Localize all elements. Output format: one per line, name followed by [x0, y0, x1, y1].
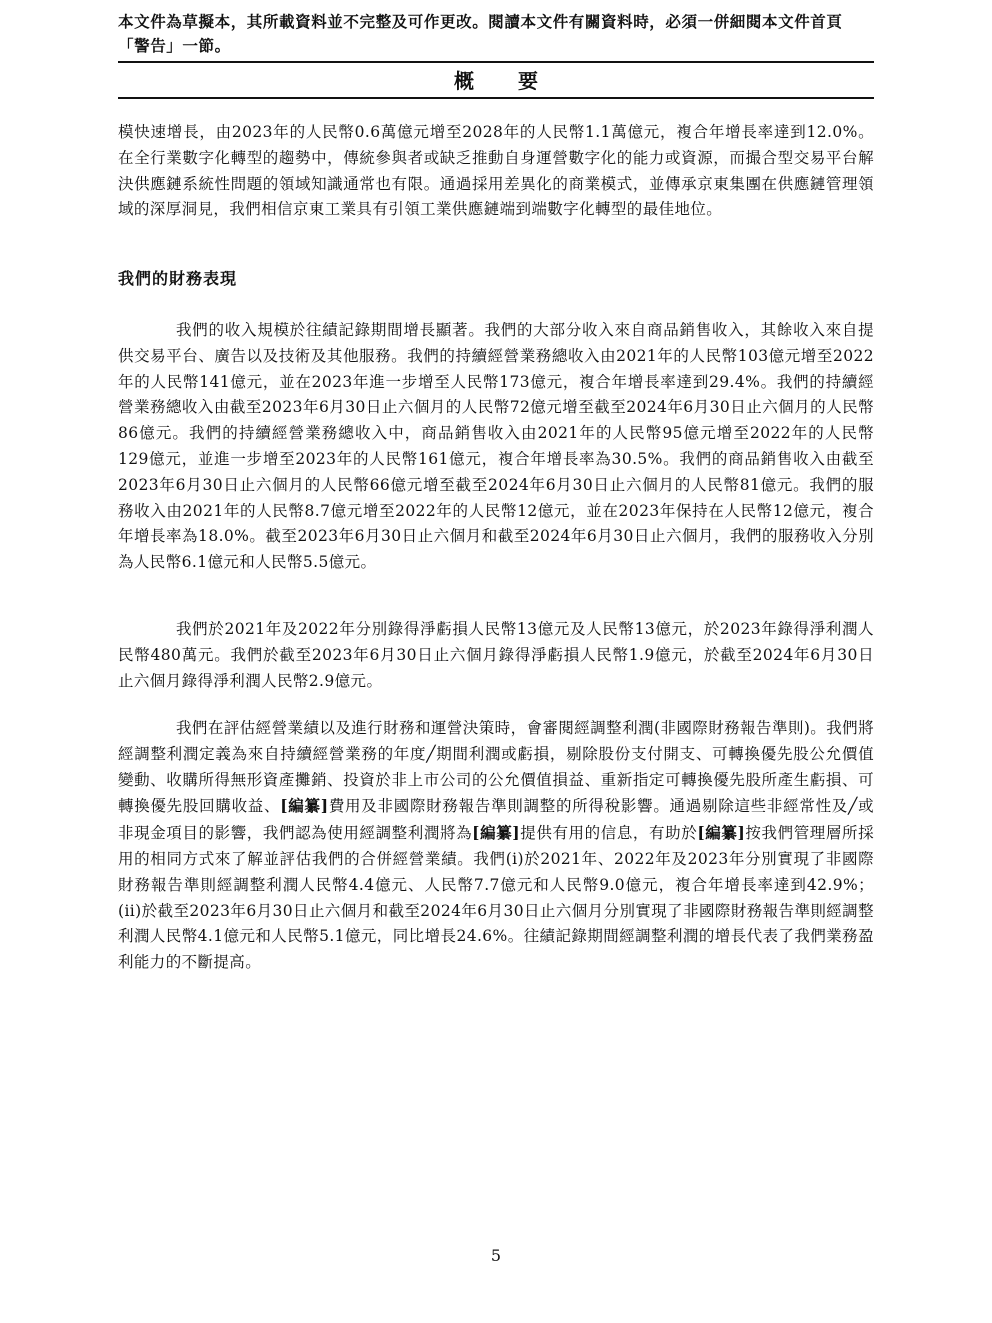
paragraph-text [118, 716, 874, 976]
body-paragraph-net-profit [118, 617, 874, 694]
redacted-marker: [編纂] [472, 823, 521, 843]
text-segment: 費用及非國際財務報告準則調整的所得稅影響。通過剔除這些非經常性及╱或非現金項目的影響，我們認為使用經調整利潤將為 [118, 797, 874, 843]
body-paragraph-adjusted-profit [118, 716, 874, 976]
subheading-financial-performance: 我們的財務表現 [118, 269, 238, 288]
body-paragraph-continued [118, 120, 874, 223]
redacted-marker: [編纂] [697, 823, 746, 843]
body-paragraph-revenue [118, 318, 874, 576]
paragraph-text: 我們於2021年及2022年分別錄得淨虧損人民幣13億元及人民幣13億元，於2023年錄得淨利潤人民幣480萬元。我們於截至2023年6月30日止六個月錄得淨虧損人民幣1.9億元，於截至2024年6月30日止六個月錄得淨利潤人民幣2.9億元。 [118, 620, 874, 690]
header-rule-bottom [118, 97, 874, 99]
text-segment: 我們在評估經營業績以及進行財務和運營決策時，會審閱經調整利潤(非國際財務報告準則)。我們將經調整利潤定義為來自持續經營業務的年度╱期間利潤或虧損，剔除股份支付開支、可轉換優先股公允價值變動、收購所得無形資產攤銷、投資於非上市公司的公允價值損益、重新指定可轉換優先股所產生虧損、可轉換優先股回購收益、 [118, 719, 874, 816]
draft-warning-notice: 本文件為草擬本，其所載資料並不完整及可作更改。閱讀本文件有關資料時，必須一併細閱本文件首頁「警告」一節。 [118, 12, 843, 55]
text-segment: 提供有用的信息，有助於 [520, 824, 698, 843]
paragraph-text: 模快速增長，由2023年的人民幣0.6萬億元增至2028年的人民幣1.1萬億元，複合年增長率達到12.0%。在全行業數字化轉型的趨勢中，傳統參與者或缺乏推動自身運營數字化的能力或資源，而撮合型交易平台解決供應鏈系統性問題的領域知識通常也有限。通過採用差異化的商業模式，並傳承京東集團在供應鏈管理領域的深厚洞見，我們相信京東工業具有引領工業供應鏈端到端數字化轉型的最佳地位。 [118, 123, 874, 219]
text-segment: 按我們管理層所採用的相同方式來了解並評估我們的合併經營業績。我們(i)於2021年、2022年及2023年分別實現了非國際財務報告準則經調整利潤人民幣4.4億元、人民幣7.7億元和人民幣9.0億元，複合年增長率達到42.9%；(ii)於截至2023年6月30日止六個月和截至2024年6月30日止六個月分別實現了非國際財務報告準則經調整利潤人民幣4.1億元和人民幣5.1億元，同比增長24.6%。往績記錄期間經調整利潤的增長代表了我們業務盈利能力的不斷提高。 [118, 824, 874, 972]
header-rule-top [118, 61, 874, 63]
section-title: 概要 [454, 69, 582, 93]
redacted-marker: [編纂] [280, 796, 329, 816]
page-number: 5 [490, 1246, 502, 1265]
paragraph-text: 我們的收入規模於往績記錄期間增長顯著。我們的大部分收入來自商品銷售收入，其餘收入來自提供交易平台、廣告以及技術及其他服務。我們的持續經營業務總收入由2021年的人民幣103億元增至2022年的人民幣141億元，並在2023年進一步增至人民幣173億元，複合年增長率達到29.4%。我們的持續經營業務總收入由截至2023年6月30日止六個月的人民幣72億元增至截至2024年6月30日止六個月的人民幣86億元。我們的持續經營業務總收入中，商品銷售收入由2021年的人民幣95億元增至2022年的人民幣129億元，並進一步增至2023年的人民幣161億元，複合年增長率為30.5%。我們的商品銷售收入由截至2023年6月30日止六個月的人民幣66億元增至截至2024年6月30日止六個月的人民幣81億元。我們的服務收入由2021年的人民幣8.7億元增至2022年的人民幣12億元，並在2023年保持在人民幣12億元，複合年增長率為18.0%。截至2023年6月30日止六個月和截至2024年6月30日止六個月，我們的服務收入分別為人民幣6.1億元和人民幣5.5億元。 [118, 321, 874, 572]
